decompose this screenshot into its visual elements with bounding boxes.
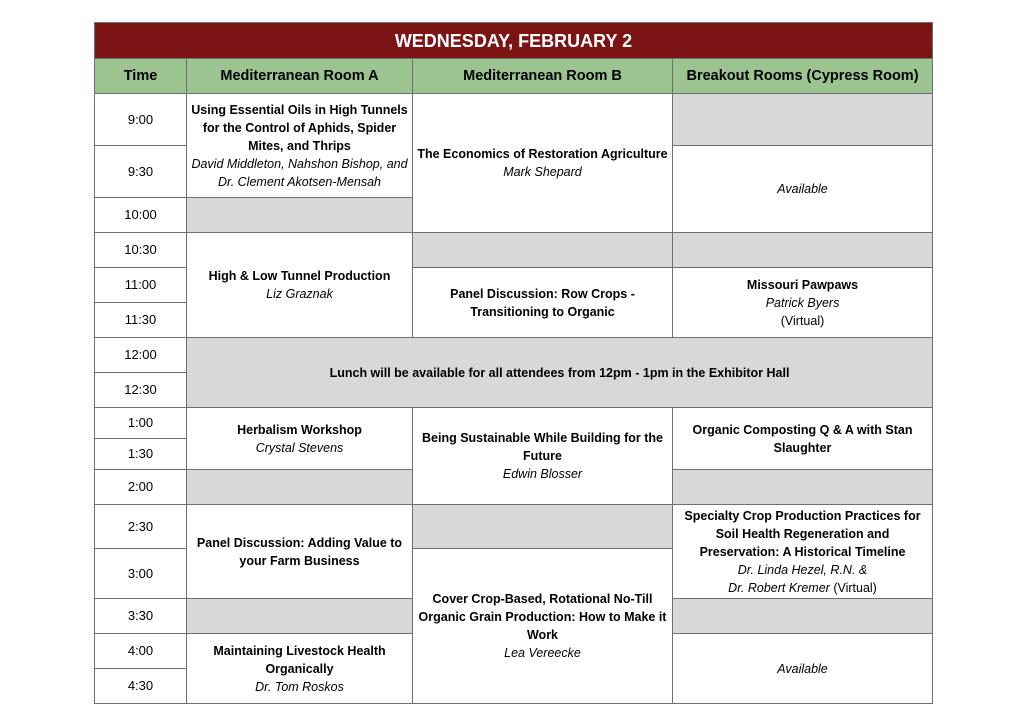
session-speaker: Patrick Byers <box>765 295 840 310</box>
virtual-note: (Virtual) <box>780 313 825 328</box>
time-slot: 10:00 <box>95 198 187 233</box>
session-title: Maintaining Livestock Health Organically <box>213 643 386 676</box>
session-title: Herbalism Workshop <box>237 422 362 437</box>
session-speaker: Liz Graznak <box>266 287 333 301</box>
header-room-a: Mediterranean Room A <box>187 59 413 94</box>
session-adding-value <box>187 505 413 599</box>
header-breakout: Breakout Rooms (Cypress Room) <box>673 59 933 94</box>
speaker-line <box>677 579 928 597</box>
time-slot: 3:30 <box>95 599 187 634</box>
session-essential-oils <box>187 94 413 198</box>
empty-slot <box>673 470 933 505</box>
session-livestock <box>187 634 413 704</box>
schedule-table <box>94 22 933 704</box>
session-title: Being Sustainable While Building for the Future <box>422 431 663 463</box>
session-row-crops <box>413 268 673 338</box>
time-slot: 4:30 <box>95 669 187 704</box>
time-slot: 11:00 <box>95 268 187 303</box>
available-label: Available <box>777 182 828 196</box>
session-specialty-crop <box>673 505 933 599</box>
session-available <box>673 634 933 704</box>
time-slot: 12:00 <box>95 338 187 373</box>
time-slot: 2:30 <box>95 505 187 549</box>
session-speaker: Mark Shepard <box>503 165 582 179</box>
session-speaker: Edwin Blosser <box>502 467 583 481</box>
session-speaker: Lea Vereecke <box>504 646 581 660</box>
header-time: Time <box>95 59 187 94</box>
virtual-note: (Virtual) <box>833 580 877 595</box>
empty-slot <box>673 94 933 146</box>
empty-slot <box>673 599 933 634</box>
time-slot: 9:00 <box>95 94 187 146</box>
time-slot: 11:30 <box>95 303 187 338</box>
session-restoration-ag <box>413 94 673 233</box>
session-pawpaws <box>673 268 933 338</box>
lunch-banner: Lunch will be available for all attendees from 12pm - 1pm in the Exhibitor Hall <box>187 338 933 408</box>
time-slot: 12:30 <box>95 373 187 408</box>
session-speaker: Dr. Robert Kremer <box>728 580 830 595</box>
empty-slot <box>413 233 673 268</box>
available-label: Available <box>777 661 828 676</box>
session-title: The Economics of Restoration Agriculture <box>417 147 668 161</box>
session-title: Missouri Pawpaws <box>746 277 859 292</box>
session-composting <box>673 408 933 470</box>
time-slot: 9:30 <box>95 146 187 198</box>
empty-slot <box>187 599 413 634</box>
empty-slot <box>187 198 413 233</box>
time-slot: 4:00 <box>95 634 187 669</box>
empty-slot <box>413 505 673 549</box>
session-title: Organic Composting Q & A with Stan Slaughter <box>692 422 913 455</box>
day-title: WEDNESDAY, FEBRUARY 2 <box>95 23 933 59</box>
time-slot: 3:00 <box>95 549 187 599</box>
session-title: Panel Discussion: Adding Value to your Farm Business <box>196 535 403 568</box>
session-speaker: Crystal Stevens <box>255 440 344 455</box>
time-slot: 2:00 <box>95 470 187 505</box>
session-title: Using Essential Oils in High Tunnels for the Control of Aphids, Spider Mites, and Thrips <box>191 102 408 153</box>
session-cover-crop <box>413 549 673 704</box>
session-tunnel-production <box>187 233 413 338</box>
time-slot: 10:30 <box>95 233 187 268</box>
session-title: Panel Discussion: Row Crops - Transitioning to Organic <box>450 286 635 319</box>
empty-slot <box>187 470 413 505</box>
empty-slot <box>673 233 933 268</box>
time-slot: 1:30 <box>95 439 187 470</box>
session-speaker: David Middleton, Nahshon Bishop, and Dr. Clement Akotsen-Mensah <box>191 156 408 189</box>
session-speaker: Dr. Tom Roskos <box>255 679 344 694</box>
session-speaker: Dr. Linda Hezel, R.N. & <box>737 562 868 577</box>
session-title: High & Low Tunnel Production <box>208 269 391 283</box>
time-slot: 1:00 <box>95 408 187 439</box>
session-title: Specialty Crop Production Practices for Soil Health Regeneration and Preservation: A Historical Timeline <box>684 508 921 559</box>
session-available <box>673 146 933 233</box>
session-sustainable <box>413 408 673 505</box>
session-herbalism <box>187 408 413 470</box>
header-room-b: Mediterranean Room B <box>413 59 673 94</box>
session-title: Cover Crop-Based, Rotational No-Till Organic Grain Production: How to Make it Work <box>418 592 667 642</box>
